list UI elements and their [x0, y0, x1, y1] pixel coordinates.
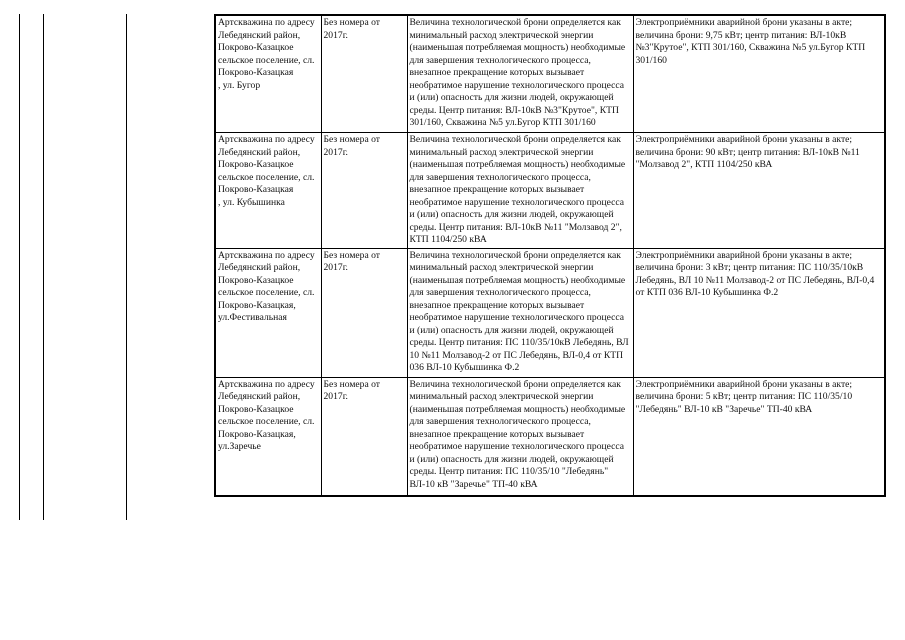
emergency-reserve-text: Электроприёмники аварийной брони указаны в акте; величина брони: 5 кВт; центр питания: ПС 110/35/10 "Лебедянь" ВЛ-10 кВ "Заречье" ТП-40 кВА — [635, 378, 853, 415]
left-column-border-2 — [43, 14, 44, 520]
act-number-cell — [321, 248, 407, 377]
table-row — [215, 377, 885, 496]
act-number-cell — [321, 15, 407, 133]
emergency-reserve-text: Электроприёмники аварийной брони указаны в акте; величина брони: 3 кВт; центр питания: ПС 110/35/10кВ Лебедянь, ВЛ 10 №11 Молзавод-2 от ПС Лебедянь, ВЛ-0,4 от КТП 036 ВЛ-10 Кубышинка Ф.2 — [635, 249, 875, 298]
object-address-text: Артскважина по адресу Лебедянский район, Покрово-Казацкое сельское поселение, сл. Покрово-Казацкая, ул.Фестивальная — [218, 249, 315, 323]
table-row — [215, 15, 885, 133]
act-number-cell — [321, 377, 407, 496]
object-address-text: Артскважина по адресу Лебедянский район, Покрово-Казацкое сельское поселение, сл. Покрово-Казацкая , ул. Кубышинка — [218, 134, 315, 208]
emergency-reserve-text: Электроприёмники аварийной брони указаны в акте; величина брони: 9,75 кВт; центр питания: ВЛ-10кВ №3"Крутое", КТП 301/160, Скважина №5 ул.Бугор КТП 301/160 — [635, 17, 866, 66]
emergency-reserve-cell — [633, 15, 885, 133]
act-number-text: Без номера от 2017г. — [323, 249, 380, 273]
power-reserve-table — [214, 14, 886, 497]
act-number-text: Без номера от 2017г. — [323, 134, 380, 158]
tech-reserve-cell — [407, 377, 633, 496]
tech-reserve-cell — [407, 248, 633, 377]
object-address-text: Артскважина по адресу Лебедянский район, Покрово-Казацкое сельское поселение, сл. Покрово-Казацкая , ул. Бугор — [218, 17, 315, 91]
object-address-cell — [215, 133, 321, 249]
emergency-reserve-text: Электроприёмники аварийной брони указаны в акте; величина брони: 90 кВт; центр питания: ВЛ-10кВ №11 "Молзавод 2", КТП 1104/250 кВА — [635, 134, 860, 170]
tech-reserve-text: Величина технологической брони определяется как минимальный расход электрической энергии (наименьшая потребляемая мощность) необходимые для завершения технологического процесса, внезапное прекращение которых вызывает необратимое нарушение технологического процесса и (или) опасность для жизни людей, окружающей среды. Центр питания: ПС 110/35/10 "Лебедянь" ВЛ-10 кВ "Заречье" ТП-40 кВА — [409, 378, 626, 490]
object-address-cell — [215, 377, 321, 496]
tech-reserve-cell — [407, 15, 633, 133]
table-row — [215, 248, 885, 377]
table-row — [215, 133, 885, 249]
left-column-border-1 — [19, 14, 20, 520]
emergency-reserve-cell — [633, 133, 885, 249]
left-column-border-3 — [126, 14, 127, 520]
act-number-text: Без номера от 2017г. — [323, 17, 380, 41]
tech-reserve-text: Величина технологической брони определяется как минимальный расход электрической энергии (наименьшая потребляемая мощность) необходимые для завершения технологического процесса, внезапное прекращение которых вызывает необратимое нарушение технологического процесса и (или) опасность для жизни людей, окружающей среды. Центр питания: ПС 110/35/10кВ Лебедянь, ВЛ 10 №11 Молзавод-2 от ПС Лебедянь, ВЛ-0,4 от КТП 036 ВЛ-10 Кубышинка Ф.2 — [409, 249, 629, 373]
tech-reserve-text: Величина технологической брони определяется как минимальный расход электрической энергии (наименьшая потребляемая мощность) необходимые для завершения технологического процесса, внезапное прекращение которых вызывает необратимое нарушение технологического процесса и (или) опасность для жизни людей, окружающей среды. Центр питания: ВЛ-10кВ №3"Крутое", КТП 301/160, Скважина №5 ул.Бугор КТП 301/160 — [409, 17, 626, 128]
emergency-reserve-cell — [633, 248, 885, 377]
tech-reserve-text: Величина технологической брони определяется как минимальный расход электрической энергии (наименьшая потребляемая мощность) необходимые для завершения технологического процесса, внезапное прекращение которых вызывает необратимое нарушение технологического процесса и (или) опасность для жизни людей, окружающей среды. Центр питания: ВЛ-10кВ №11 "Молзавод 2", КТП 1104/250 кВА — [409, 134, 626, 245]
act-number-cell — [321, 133, 407, 249]
object-address-cell — [215, 15, 321, 133]
emergency-reserve-cell — [633, 377, 885, 496]
object-address-cell — [215, 248, 321, 377]
act-number-text: Без номера от 2017г. — [323, 378, 380, 402]
tech-reserve-cell — [407, 133, 633, 249]
object-address-text: Артскважина по адресу Лебедянский район, Покрово-Казацкое сельское поселение, сл. Покрово-Казацкая, ул.Заречье — [218, 378, 315, 452]
